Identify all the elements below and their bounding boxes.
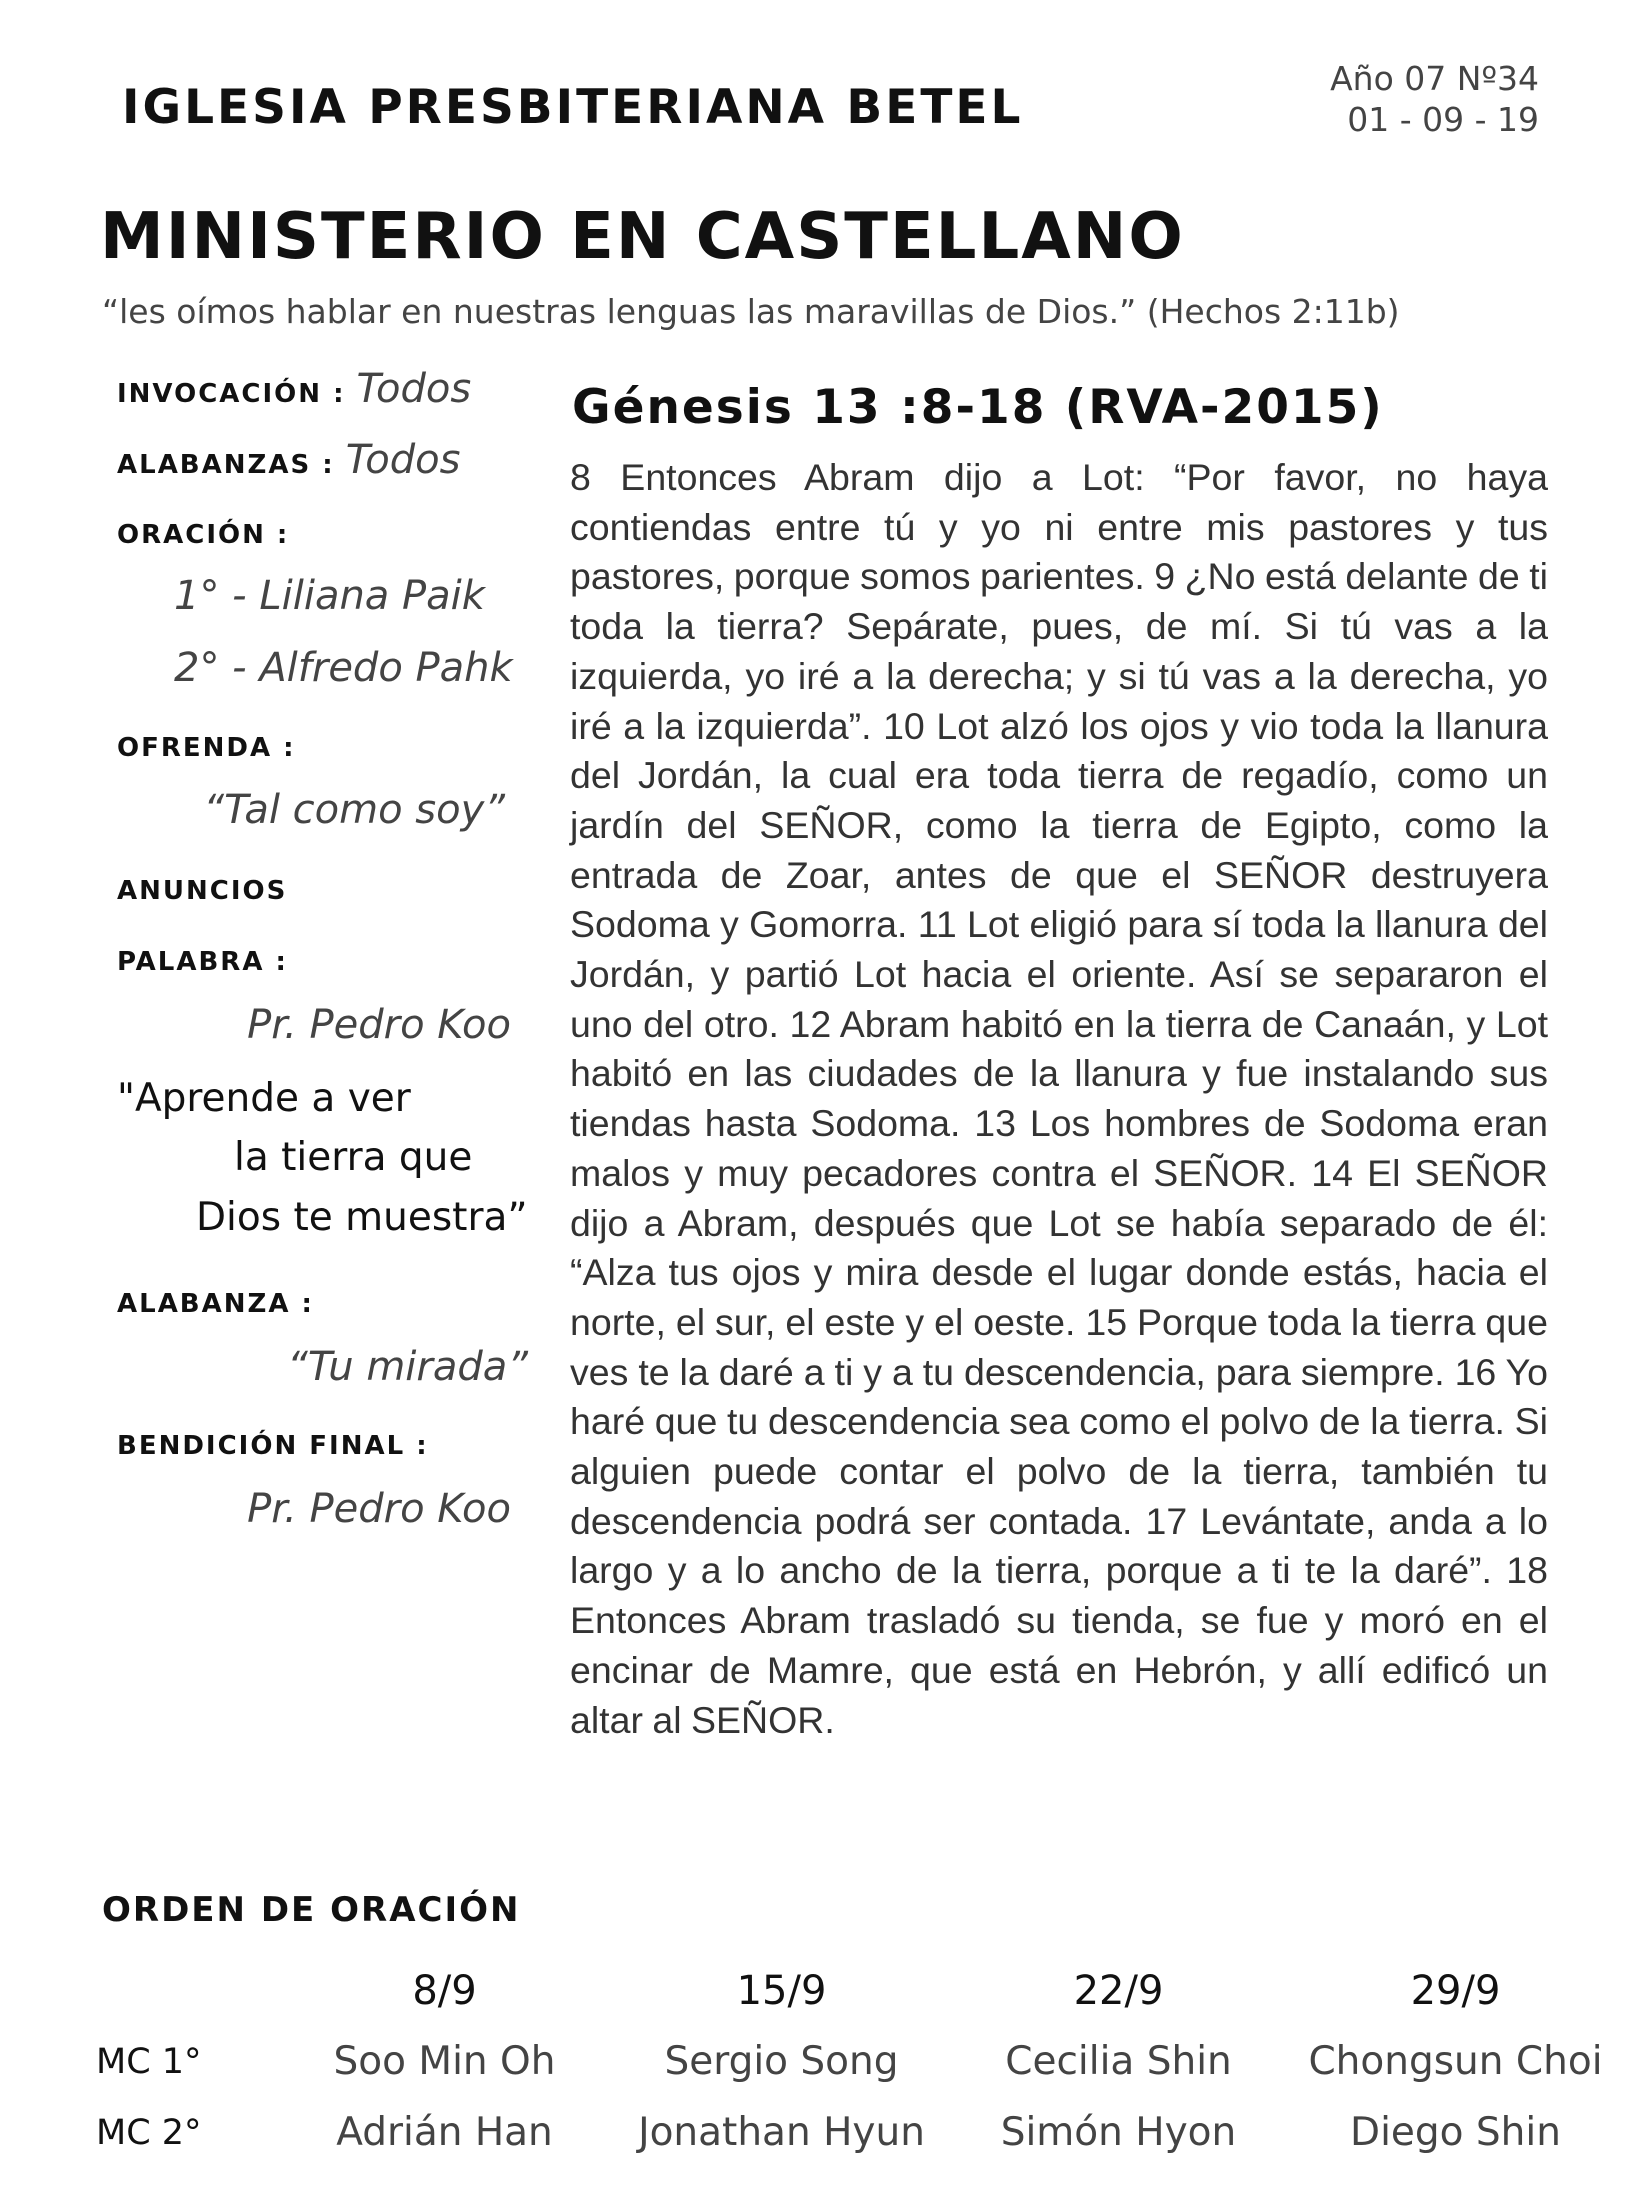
bendicion-label: BENDICIÓN FINAL :	[117, 1431, 429, 1461]
schedule-cell: Adrián Han	[336, 2110, 553, 2155]
sermon-title-line: Dios te muestra”	[196, 1195, 528, 1240]
ofrenda-label: OFRENDA :	[117, 733, 296, 763]
schedule-date: 15/9	[736, 1967, 827, 2014]
schedule-cell: Cecilia Shin	[1005, 2039, 1232, 2084]
alabanza-label: ALABANZA :	[117, 1289, 314, 1319]
sermon-title-line: la tierra que	[234, 1135, 473, 1180]
prayer-schedule-table	[96, 1955, 1624, 2168]
alabanzas-row	[117, 437, 460, 483]
schedule-corner	[96, 1955, 276, 2026]
schedule-cell: Chongsun Choi	[1308, 2039, 1603, 2084]
schedule-date: 8/9	[412, 1967, 477, 2014]
issue-info	[1330, 58, 1539, 140]
alabanzas-value: Todos	[345, 437, 461, 483]
church-name: IGLESIA PRESBITERIANA BETEL	[122, 80, 1024, 135]
oracion-item: 1° - Liliana Paik	[174, 573, 485, 619]
table-row	[96, 2097, 1624, 2168]
schedule-row-label: MC 2°	[96, 2112, 202, 2153]
schedule-cell: Diego Shin	[1350, 2110, 1561, 2155]
schedule-cell: Sergio Song	[664, 2039, 899, 2084]
alabanzas-label: ALABANZAS :	[117, 450, 335, 480]
palabra-label: PALABRA :	[117, 947, 288, 977]
table-row	[96, 2026, 1624, 2097]
issue-date: 01 - 09 - 19	[1347, 100, 1539, 139]
motto: “les oímos hablar en nuestras lenguas las maravillas de Dios.” (Hechos 2:11b)	[102, 292, 1400, 331]
oracion-label: ORACIÓN :	[117, 520, 290, 550]
schedule-date: 22/9	[1073, 1967, 1164, 2014]
oracion-item: 2° - Alfredo Pahk	[174, 645, 513, 691]
passage-title: Génesis 13 :8-18 (RVA-2015)	[572, 380, 1384, 435]
anuncios-label: ANUNCIOS	[117, 876, 288, 906]
schedule-row-label: MC 1°	[96, 2041, 202, 2082]
bendicion-value: Pr. Pedro Koo	[247, 1486, 511, 1532]
issue-number: Año 07 Nº34	[1330, 59, 1539, 98]
schedule-header-row	[96, 1955, 1624, 2026]
schedule-cell: Jonathan Hyun	[638, 2110, 925, 2155]
passage-text: 8 Entonces Abram dijo a Lot: “Por favor, no haya contiendas entre tú y yo ni entre mis pastores y tus pastores, porque somos parientes. 9 ¿No está delante de ti toda la tierra? Sepárate, pues, de mí. Si tú vas a la izquierda, yo iré a la derecha; y si tú vas a la derecha, yo iré a la izquierda”. 10 Lot alzó los ojos y vio toda la llanura del Jordán, la cual era toda tierra de regadío, como un jardín del SEÑOR, como la tierra de Egipto, como la entrada de Zoar, antes de que el SEÑOR destruyera Sodoma y Gomorra. 11 Lot eligió para sí toda la llanura del Jordán, y partió Lot hacia el oriente. Así se separaron el uno del otro. 12 Abram habitó en la tierra de Canaán, y Lot habitó en las ciudades de la llanura y fue instalando sus tiendas hasta Sodoma. 13 Los hombres de Sodoma eran malos y muy pecadores contra el SEÑOR. 14 El SEÑOR dijo a Abram, después que Lot se había separado de él: “Alza tus ojos y mira desde el lugar donde estás, hacia el norte, el sur, el este y el oeste. 15 Porque toda la tierra que ves te la daré a ti y a tu descendencia, para siempre. 16 Yo haré que tu descendencia sea como el polvo de la tierra. Si alguien puede contar el polvo de la tierra, también tu descendencia podrá ser contada. 17 Levántate, anda a lo largo y a lo ancho de la tierra, porque a ti te la daré”. 18 Entonces Abram trasladó su tienda, se fue y moró en el encinar de Mamre, que está en Hebrón, y allí edificó un altar al SEÑOR.	[570, 456, 1548, 1741]
schedule-date: 29/9	[1410, 1967, 1501, 2014]
alabanza-value: “Tu mirada”	[287, 1344, 528, 1390]
ministry-title: MINISTERIO EN CASTELLANO	[100, 200, 1185, 274]
invocacion-value: Todos	[356, 366, 472, 412]
schedule-cell: Soo Min Oh	[333, 2039, 556, 2084]
invocacion-label: INVOCACIÓN :	[117, 379, 346, 409]
ofrenda-value: “Tal como soy”	[203, 787, 505, 833]
preacher: Pr. Pedro Koo	[247, 1002, 511, 1048]
schedule-title: ORDEN DE ORACIÓN	[102, 1890, 521, 1930]
schedule-cell: Simón Hyon	[1000, 2110, 1237, 2155]
invocacion-row	[117, 366, 471, 412]
sermon-title-line: "Aprende a ver	[117, 1076, 411, 1121]
